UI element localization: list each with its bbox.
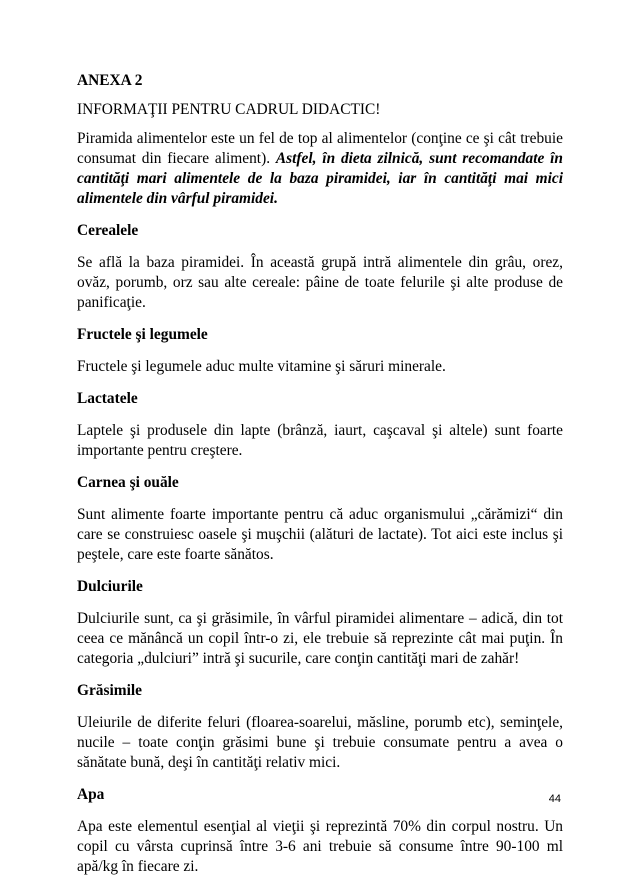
document-title: ANEXA 2 [77,72,143,89]
section-body: Fructele şi legumele aduc multe vitamine şi săruri minerale. [77,358,446,375]
section-cereals [77,221,563,313]
section-fats [77,681,563,773]
document-subtitle: INFORMAŢII PENTRU CADRUL DIDACTIC! [77,101,381,118]
section-meat-eggs [77,473,563,565]
section-body: Se află la baza piramidei. În această grupă intră alimentele din grâu, orez, ovăz, porumb, orz sau alte cereale: pâine de toate felurile şi alte produse de panificaţie. [77,254,563,311]
intro-emphasis: Astfel, în dieta zilnică, sunt recomandate în cantităţi mari alimentele de la baza piramidei, iar în cantităţi mai mici alimentele din vârful piramidei. [77,150,563,207]
section-body: Apa este elementul esenţial al vieţii şi reprezintă 70% din corpul nostru. Un copil cu vârsta cuprinsă între 3-6 ani trebuie să consume între 90-100 ml apă/kg în fiecare zi. [77,818,563,875]
section-body: Laptele şi produsele din lapte (brânză, iaurt, caşcaval şi altele) sunt foarte importante pentru creştere. [77,422,563,459]
section-heading: Grăsimile [77,682,142,699]
section-fruits-vegetables [77,325,563,377]
section-body: Uleiurile de diferite feluri (floarea-soarelui, măsline, porumb etc), seminţele, nucile – toate conţin grăsimi bune şi trebuie consumate pentru a avea o sănătate bună, deşi în cantităţi relativ mici. [77,714,563,771]
section-heading: Lactatele [77,390,138,407]
section-dairy [77,389,563,461]
section-sweets [77,577,563,669]
section-water [77,785,563,877]
section-heading: Fructele şi legumele [77,326,208,343]
section-body: Sunt alimente foarte importante pentru că aduc organismului „cărămizi“ din care se construiesc oasele şi muşchii (alături de lactate). Tot aici este inclus şi peştele, care este foarte sănătos. [77,506,563,563]
section-heading: Dulciurile [77,578,143,595]
section-heading: Carnea şi ouăle [77,474,179,491]
intro-paragraph [77,129,563,209]
document-page [77,61,563,889]
section-body: Dulciurile sunt, ca şi grăsimile, în vârful piramidei alimentare – adică, din tot ceea ce mănâncă un copil într-o zi, ele trebuie să reprezinte cât mai puţin. În categoria „dulciuri” intră şi sucurile, care conţin cantităţi mari de zahăr! [77,610,563,667]
section-heading: Apa [77,786,105,803]
section-heading: Cerealele [77,222,139,239]
intro-text: Piramida alimentelor este un fel de top al alimentelor (conţine ce şi cât trebuie consumat din fiecare aliment). [77,130,563,167]
page-number: 44 [548,793,561,805]
